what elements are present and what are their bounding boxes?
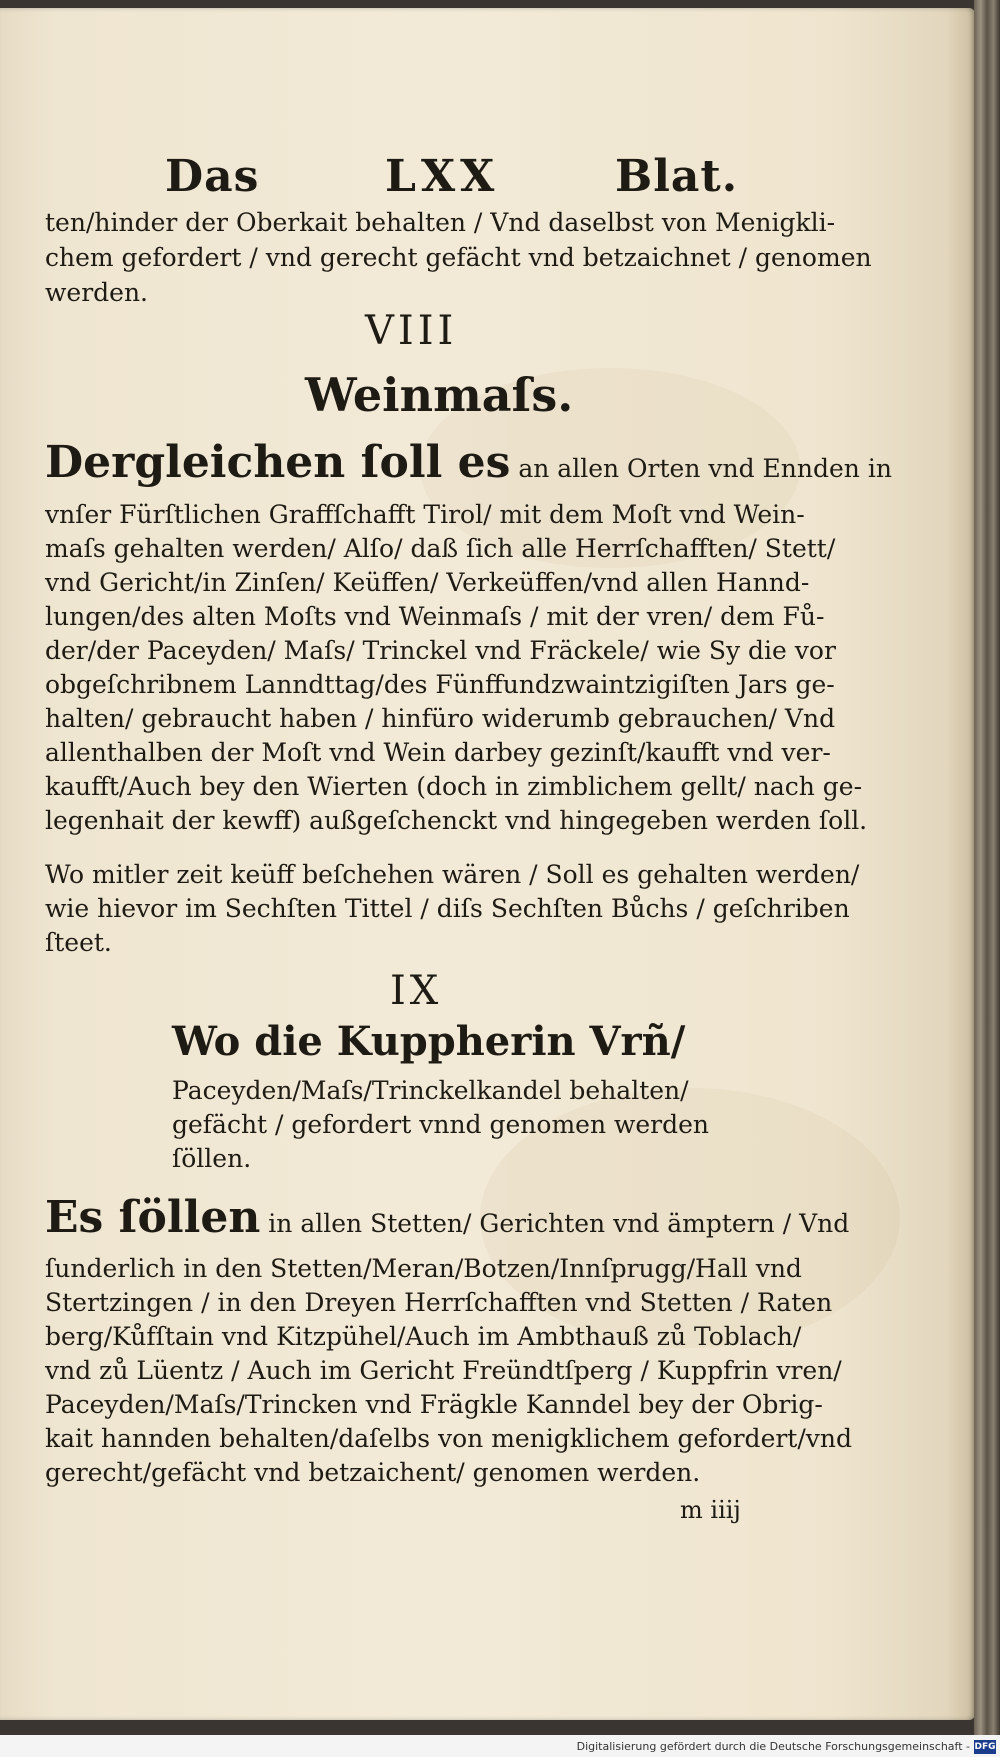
paragraph-line: maſs gehalten werden/ Alſo/ daß ſich alle Herrſchafften/ Stett/: [45, 534, 836, 563]
lead-words: Dergleichen ſoll es: [45, 437, 511, 488]
paragraph-line: [45, 1192, 850, 1243]
running-head-right: Blat.: [615, 151, 739, 202]
paragraph-line: lungen/des alten Moſts vnd Weinmaſs / mit der vren/ dem Fů-: [45, 602, 825, 631]
signature-mark: m iiij: [680, 1496, 741, 1524]
funding-credit: Digitalisierung gefördert durch die Deutsche Forschungsgemeinschaft -: [576, 1740, 970, 1753]
dfg-logo: DFG: [974, 1742, 996, 1752]
paragraph-line: vnd Gericht/in Zinſen/ Keüffen/ Verkeüffen/vnd allen Hannd-: [45, 568, 810, 597]
book-spine: [974, 0, 1000, 1757]
paragraph-line: kait hannden behalten/daſelbs von menigklichem gefordert/vnd: [45, 1424, 853, 1453]
section-number: IX: [390, 968, 443, 1014]
paragraph-line: ſunderlich in den Stetten/Meran/Botzen/Innſprugg/Hall vnd: [45, 1254, 802, 1283]
section-number: VIII: [365, 308, 458, 354]
section-title: Wo die Kuppherin Vrñ/: [172, 1018, 686, 1065]
intro-line: chem gefordert / vnd gerecht gefächt vnd betzaichnet / genomen: [45, 243, 872, 272]
paragraph-line: [45, 437, 892, 488]
section-subtitle-line: Paceyden/Maſs/Trinckelkandel behalten/: [172, 1076, 689, 1105]
paragraph-line: gerecht/gefächt vnd betzaichent/ genomen werden.: [45, 1458, 701, 1487]
paragraph-line: berg/Kůfſtain vnd Kitzpühel/Auch im Ambthauß zů Toblach/: [45, 1322, 802, 1351]
paragraph-line: Stertzingen / in den Dreyen Herrſchafften vnd Stetten / Raten: [45, 1288, 833, 1317]
section-subtitle-line: gefächt / gefordert vnnd genomen werden: [172, 1110, 710, 1139]
footer-bar: [0, 1735, 1000, 1757]
lead-line-rest: an allen Orten vnd Ennden in: [518, 454, 892, 483]
paragraph-line: allenthalben der Moſt vnd Wein darbey gezinſt/kaufft vnd ver-: [45, 738, 831, 767]
paragraph-line: Wo mitler zeit keüff beſchehen wären / Soll es gehalten werden/: [45, 860, 860, 889]
section-subtitle-line: ſöllen.: [172, 1144, 252, 1173]
paragraph-line: vnſer Fürſtlichen Graffſchafft Tirol/ mit dem Moſt vnd Wein-: [45, 500, 805, 529]
lead-line-rest: in allen Stetten/ Gerichten vnd ämptern / Vnd: [268, 1209, 850, 1238]
intro-line: ten/hinder der Oberkait behalten / Vnd daselbst von Menigkli-: [45, 208, 836, 237]
paragraph-line: kaufft/Auch bey den Wierten (doch in zimblichem gellt/ nach ge-: [45, 772, 863, 801]
paragraph-line: Paceyden/Maſs/Trincken vnd Frägkle Kanndel bey der Obrig-: [45, 1390, 823, 1419]
paragraph-line: vnd zů Lüentz / Auch im Gericht Freündtſperg / Kuppfrin vren/: [45, 1356, 842, 1385]
paragraph-line: legenhait der kewff) außgeſchenckt vnd hingegeben werden ſoll.: [45, 806, 868, 835]
folio-number: LXX: [385, 151, 500, 202]
paragraph-line: wie hievor im Sechſten Tittel / diſs Sechſten Bůchs / geſchriben: [45, 894, 850, 923]
lead-words: Es ſöllen: [45, 1192, 261, 1243]
section-title: Weinmaſs.: [305, 368, 574, 422]
paragraph-line: der/der Paceyden/ Maſs/ Trinckel vnd Fräckele/ wie Sy die vor: [45, 636, 836, 665]
running-head-left: Das: [165, 151, 260, 202]
intro-line: werden.: [45, 278, 148, 307]
book-page: [0, 8, 975, 1720]
paragraph-line: obgeſchribnem Lanndttag/des Fünffundzwaintzigiſten Jars ge-: [45, 670, 835, 699]
paragraph-line: halten/ gebraucht haben / hinfüro widerumb gebrauchen/ Vnd: [45, 704, 836, 733]
paragraph-line: ſteet.: [45, 928, 112, 957]
